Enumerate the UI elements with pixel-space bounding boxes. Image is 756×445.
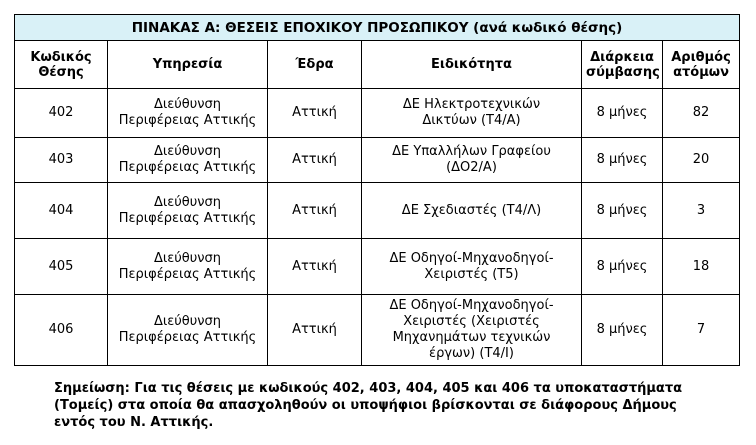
cell-specialty [362,183,582,239]
header-duration-line1: Διάρκεια [590,49,654,65]
cell-specialty [362,295,582,366]
cell-service [108,295,268,366]
cell-seat: Αττική [268,138,362,183]
cell-service-line2: Περιφέρειας Αττικής [118,330,257,345]
cell-duration: 8 μήνες [582,239,663,295]
header-duration-line2: σύμβασης [586,64,660,80]
table-row [15,138,740,183]
cell-specialty-line: Μηχανημάτων τεχνικών [392,330,551,345]
header-count-line1: Αριθμός [671,49,731,65]
header-code-line1: Κωδικός [30,49,92,65]
cell-code: 403 [15,138,108,183]
cell-duration: 8 μήνες [582,295,663,366]
footnote-line2: (Τομείς) στα οποία θα απασχοληθούν οι υποψήφιοι βρίσκονται σε διάφορους Δήμους [54,398,677,413]
cell-service-line2: Περιφέρειας Αττικής [118,210,257,226]
cell-specialty-line: ΔΕ Ηλεκτροτεχνικών [402,97,541,112]
cell-service-line2: Περιφέρειας Αττικής [118,113,257,128]
cell-service [108,183,268,239]
cell-specialty-line: (ΔΟ2/Α) [446,160,497,175]
cell-specialty [362,138,582,183]
cell-specialty-line: έργων) (Τ4/Ι) [429,346,514,361]
header-count [663,41,740,89]
cell-duration: 8 μήνες [582,183,663,239]
table-header-row [15,41,740,89]
header-specialty: Ειδικότητα [362,41,582,89]
cell-service-line2: Περιφέρειας Αττικής [118,266,257,282]
cell-code: 402 [15,89,108,138]
cell-service-line2: Περιφέρειας Αττικής [118,160,257,175]
table-title-row [15,15,740,41]
header-code-line2: Θέσης [38,64,84,80]
header-service: Υπηρεσία [108,41,268,89]
cell-specialty [362,239,582,295]
header-seat: Έδρα [268,41,362,89]
cell-specialty-line: ΔΕ Σχεδιαστές (Τ4/Λ) [401,202,542,218]
cell-specialty [362,89,582,138]
cell-service-line1: Διεύθυνση [153,314,222,329]
footnote-line3: εντός του Ν. Αττικής. [54,415,214,430]
table-row [15,239,740,295]
cell-specialty-line: Χειριστές (Χειριστές [403,314,540,329]
cell-count: 3 [663,183,740,239]
cell-service [108,89,268,138]
cell-service-line1: Διεύθυνση [153,144,222,159]
cell-count: 20 [663,138,740,183]
cell-specialty-line: ΔΕ Οδηγοί-Μηχανοδηγοί- [389,298,554,313]
table-row [15,183,740,239]
cell-specialty-line: ΔΕ Οδηγοί-Μηχανοδηγοί- [389,250,554,266]
header-code [15,41,108,89]
cell-seat: Αττική [268,183,362,239]
cell-service [108,239,268,295]
seasonal-staff-table [14,14,740,366]
cell-service-line1: Διεύθυνση [153,250,222,266]
table-row [15,89,740,138]
cell-count: 18 [663,239,740,295]
cell-seat: Αττική [268,89,362,138]
cell-seat: Αττική [268,295,362,366]
table-body [15,89,740,366]
footnote [54,380,714,431]
table-row [15,295,740,366]
cell-specialty-line: Χειριστές (Τ5) [424,266,519,282]
cell-service-line1: Διεύθυνση [153,194,222,210]
footnote-line1: Σημείωση: Για τις θέσεις με κωδικούς 402, 403, 404, 405 και 406 τα υποκαταστήματα [54,381,683,396]
cell-specialty-line: Δικτύων (Τ4/Α) [422,113,521,128]
cell-specialty-line: ΔΕ Υπαλλήλων Γραφείου [392,144,551,159]
cell-code: 406 [15,295,108,366]
cell-code: 404 [15,183,108,239]
cell-count: 82 [663,89,740,138]
cell-service-line1: Διεύθυνση [153,97,222,112]
cell-seat: Αττική [268,239,362,295]
cell-duration: 8 μήνες [582,138,663,183]
cell-count: 7 [663,295,740,366]
cell-code: 405 [15,239,108,295]
header-count-line2: ατόμων [673,64,729,80]
cell-duration: 8 μήνες [582,89,663,138]
cell-service [108,138,268,183]
header-duration [582,41,663,89]
table-title: ΠΙΝΑΚΑΣ Α: ΘΕΣΕΙΣ ΕΠΟΧΙΚΟΥ ΠΡΟΣΩΠΙΚΟΥ (ανά κωδικό θέσης) [15,15,740,41]
